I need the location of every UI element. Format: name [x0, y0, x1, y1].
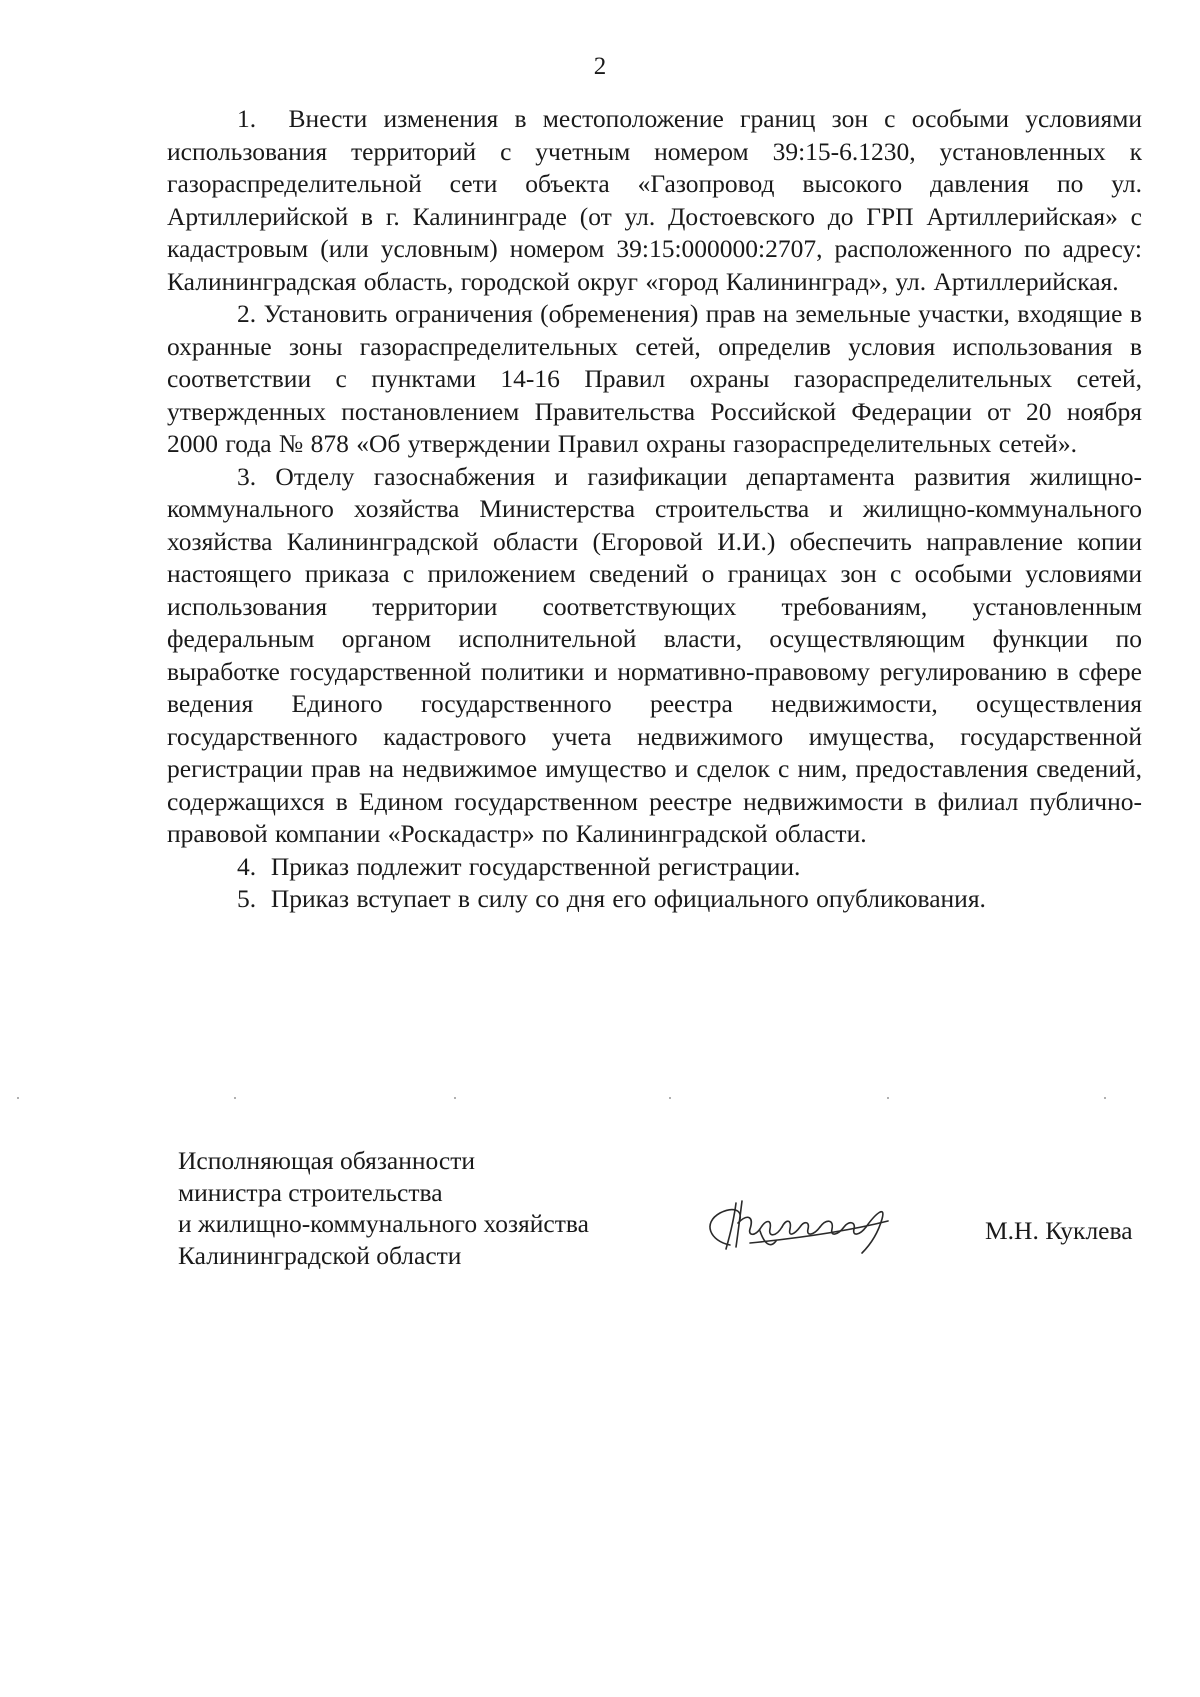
- paragraph-3: 3. Отделу газоснабжения и газификации департамента развития жилищно-коммунального хозяйства Министерства строительства и жилищно-коммунального хозяйства Калининградской области (Егоровой И.И.) обеспечить направление копии настоящего приказа с приложением сведений о границах зон с особыми условиями использования территории соответствующих требованиям, установленным федеральным органом исполнительной власти, осуществляющим функции по выработке государственной политики и нормативно-правовому регулированию в сфере ведения Единого государственного реестра недвижимости, осуществления государственного кадастрового учета недвижимого имущества, государственной регистрации прав на недвижимое имущество и сделок с ним, предоставления сведений, содержащихся в Едином государственном реестре недвижимости в филиал публично-правовой компании «Роскадастр» по Калининградской области.: [167, 461, 1142, 848]
- paragraph-5: 5. Приказ вступает в силу со дня его официального опубликования.: [237, 884, 986, 913]
- paragraph-1: 1. Внести изменения в местоположение границ зон с особыми условиями использования территорий с учетным номером 39:15-6.1230, установленных к газораспределительной сети объекта «Газопровод высокого давления по ул. Артиллерийской в г. Калининграде (от ул. Достоевского до ГРП Артиллерийская» с кадастровым (или условным) номером 39:15:000000:2707, расположенного по адресу: Калининградская область, городской округ «город Калининград», ул. Артиллерийская.: [167, 104, 1142, 296]
- signatory-title-line: министра строительства: [178, 1177, 443, 1207]
- signatory-title: [178, 1145, 589, 1271]
- scan-artifact-dots: [0, 1095, 1200, 1101]
- signature-block: [0, 1145, 1200, 1295]
- signatory-title-line: и жилищно-коммунального хозяйства: [178, 1209, 589, 1238]
- handwritten-signature: [690, 1183, 920, 1263]
- paragraph-2: 2. Установить ограничения (обременения) прав на земельные участки, входящие в охранные зоны газораспределительных сетей, определив условия использования в соответствии с пунктами 14-16 Правил охраны газораспределительных сетей, утвержденных постановлением Правительства Российской Федерации от 20 ноября 2000 года № 878 «Об утверждении Правил охраны газораспределительных сетей».: [167, 299, 1142, 458]
- document-body: [167, 103, 1142, 916]
- page-number: 2: [593, 53, 607, 80]
- paragraph-4: 4. Приказ подлежит государственной регистрации.: [237, 851, 801, 881]
- signatory-title-line: Исполняющая обязанности: [178, 1146, 475, 1175]
- signatory-title-line: Калининградской области: [178, 1240, 462, 1270]
- signatory-name: М.Н. Куклева: [985, 1216, 1133, 1245]
